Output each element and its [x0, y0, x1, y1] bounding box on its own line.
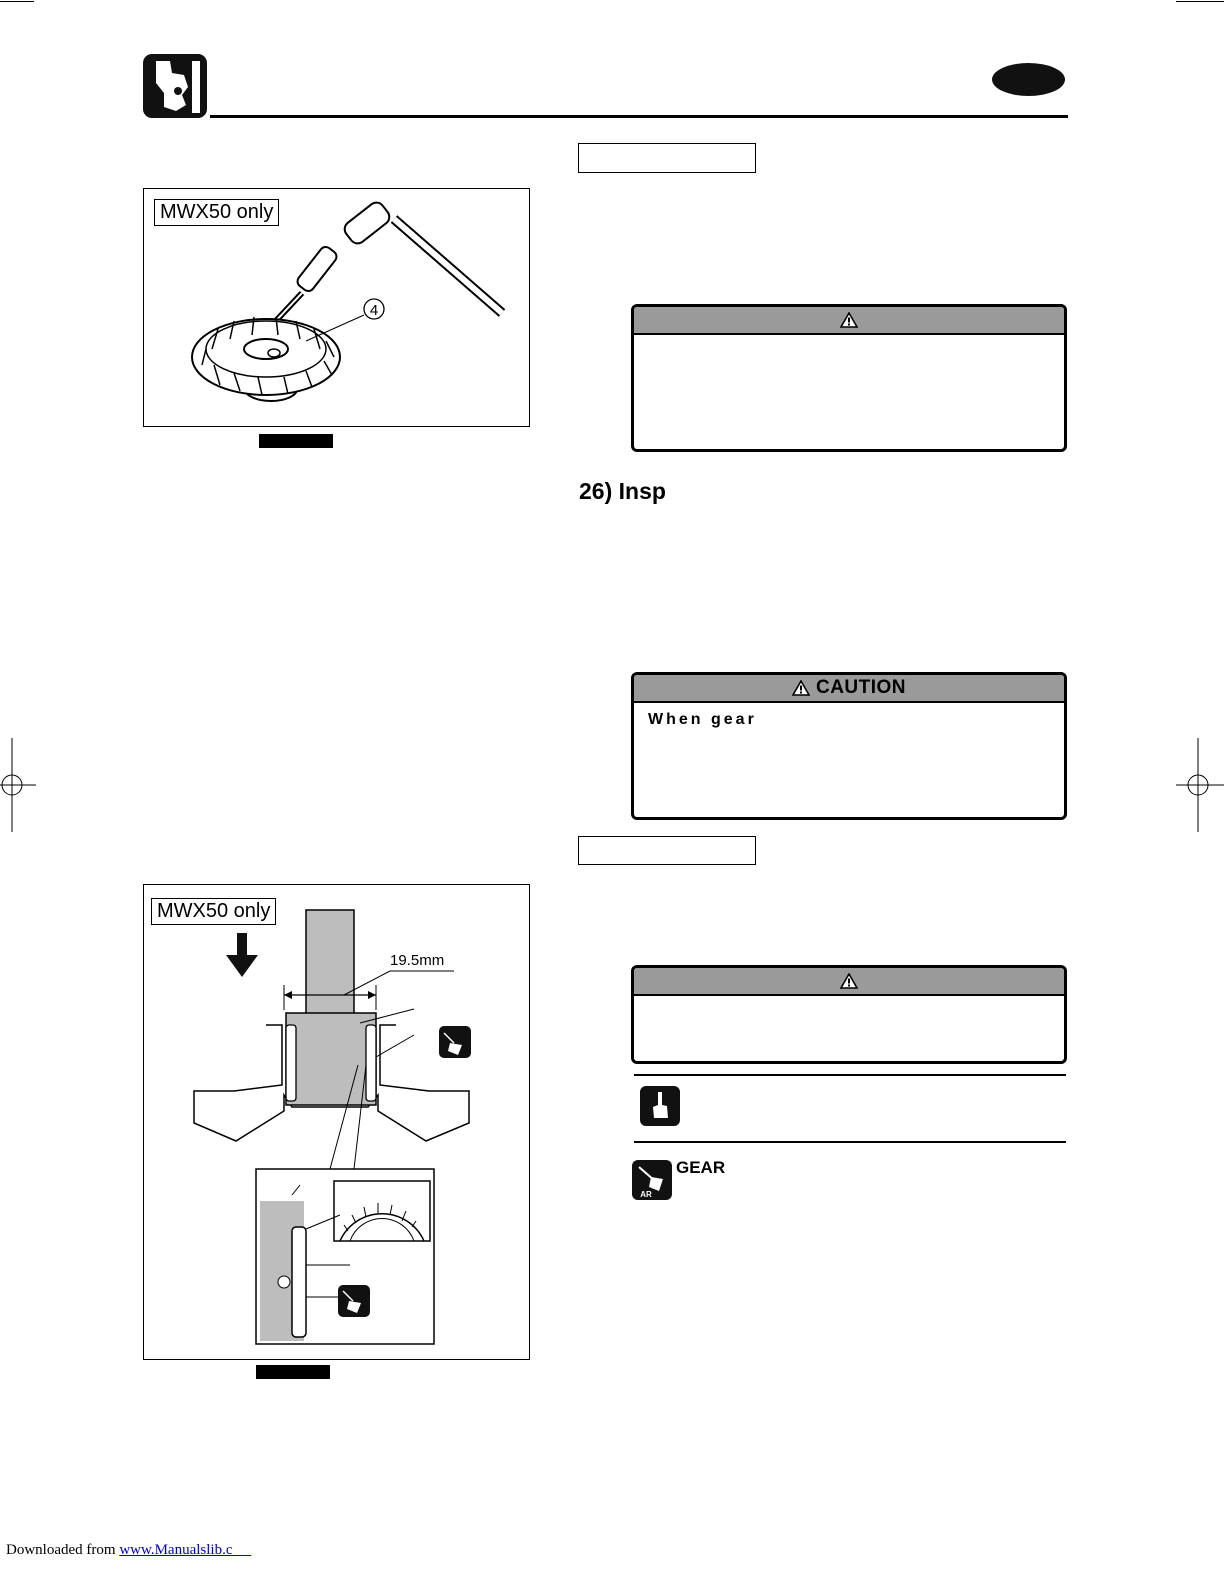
figure-2-label: MWX50 only	[151, 898, 276, 925]
header-rule	[210, 115, 1068, 118]
language-badge	[992, 63, 1065, 96]
grease-icon-text: AR	[640, 1190, 652, 1199]
callout-number: 4	[369, 302, 379, 319]
dimension-label: 19.5mm	[390, 952, 445, 969]
figure-1-frame	[143, 188, 530, 427]
footer	[6, 1542, 251, 1559]
figure-2-tab	[256, 1365, 330, 1379]
warning-triangle-icon	[840, 312, 858, 328]
bearing-install-illustration	[144, 885, 529, 1359]
empty-label-box-1	[578, 143, 756, 173]
gear-label: GEAR	[676, 1158, 726, 1177]
caution-text: When gear	[648, 711, 757, 728]
registration-mark-left	[0, 738, 36, 832]
footer-link[interactable]: www.Manualslib.c	[119, 1542, 233, 1558]
empty-label-box-2	[578, 836, 756, 865]
chapter-icon	[142, 53, 208, 119]
figure-2-frame	[143, 884, 530, 1360]
gear-removal-illustration	[184, 189, 529, 426]
crop-mark	[0, 1, 34, 2]
warning-box-2	[631, 965, 1067, 1064]
warning-triangle-icon	[840, 973, 858, 989]
section-heading: 26) Insp	[579, 478, 666, 504]
caution-header	[634, 675, 1064, 703]
pointing-hand-icon	[639, 1085, 681, 1127]
caution-box	[631, 672, 1067, 820]
figure-1-label: MWX50 only	[154, 199, 279, 226]
figure-1-tab	[259, 434, 333, 448]
warning-box-1	[631, 304, 1067, 452]
warning-triangle-icon	[792, 680, 810, 696]
warning-header	[634, 307, 1064, 335]
tip-rule-bottom	[634, 1141, 1066, 1143]
footer-prefix: Downloaded from	[6, 1542, 120, 1558]
tip-rule-top	[634, 1074, 1066, 1076]
grease-icon	[631, 1159, 673, 1201]
crop-mark	[1176, 1, 1224, 2]
caution-title: CAUTION	[815, 677, 907, 698]
registration-mark-right	[1176, 738, 1224, 832]
warning-header	[634, 968, 1064, 996]
